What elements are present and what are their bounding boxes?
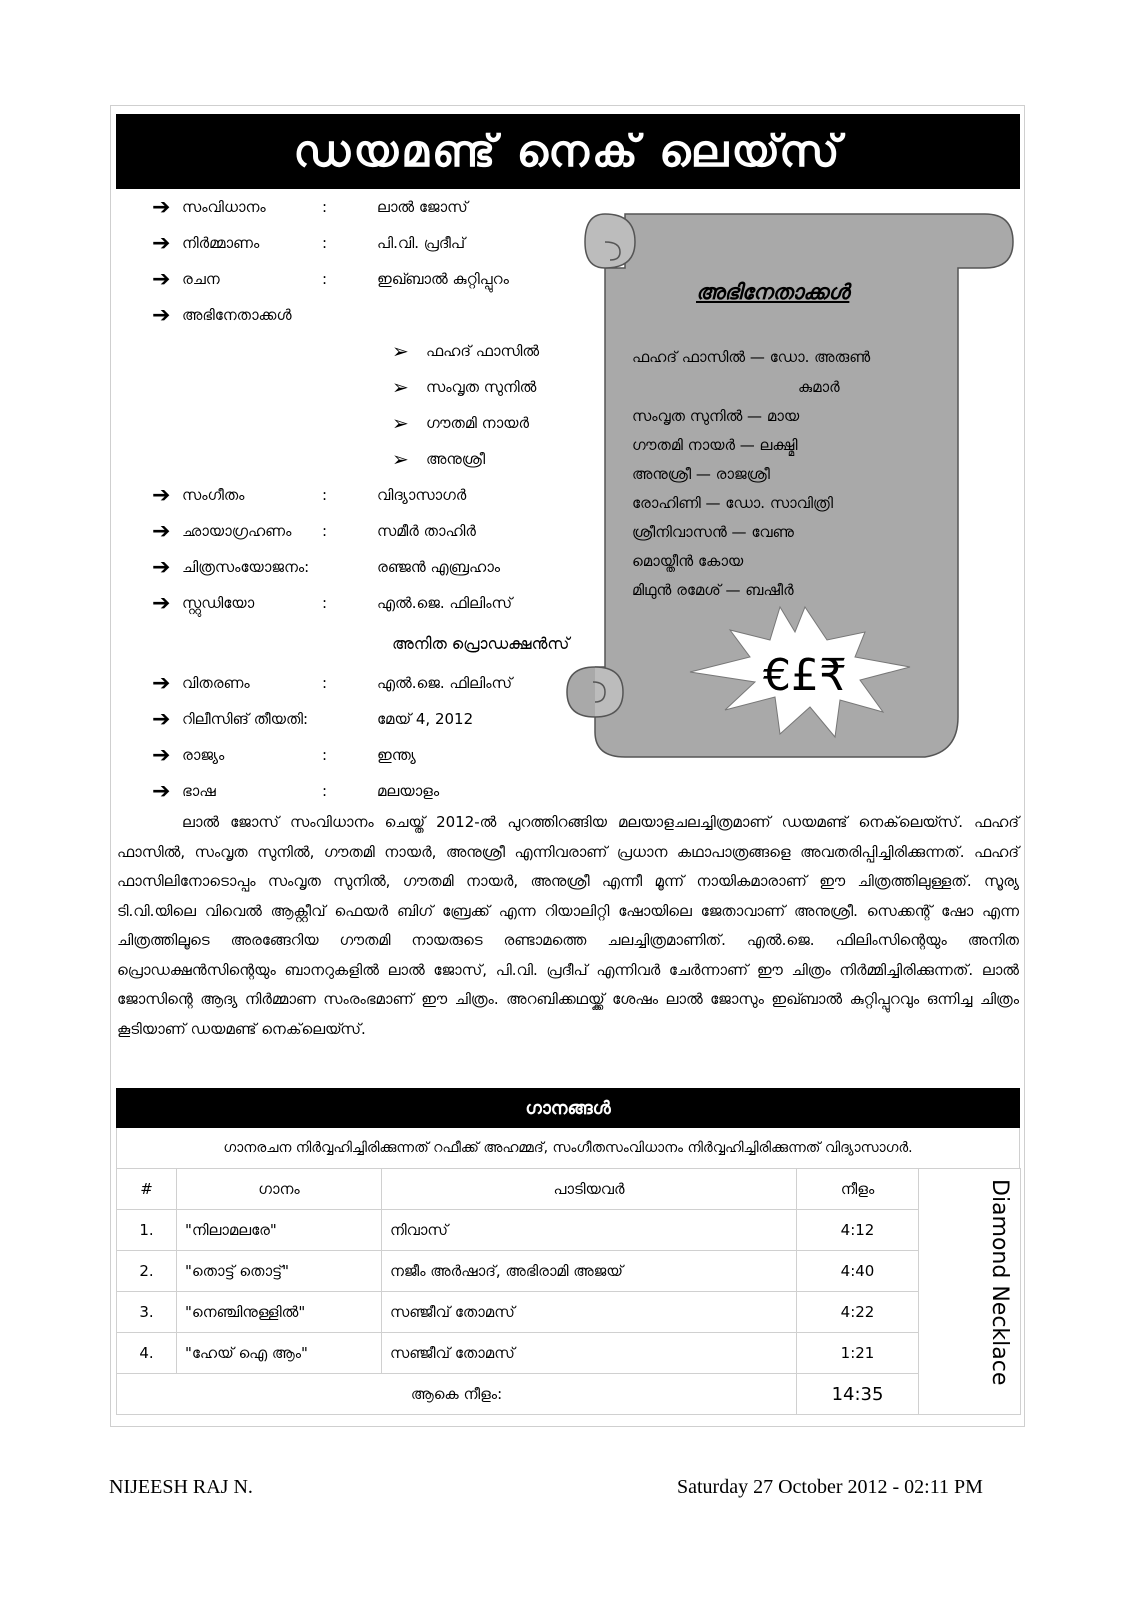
total-label: ആകെ നീളം:: [117, 1374, 797, 1415]
description-paragraph: ലാൽ ജോസ് സംവിധാനം ചെയ്ത് 2012-ൽ പുറത്തിറങ്ങിയ മലയാളചലച്ചിത്രമാണ് ഡയമണ്ട് നെക്‌ലെയ്സ്. ഫഹദ് ഫാസിൽ, സംവൃത സുനിൽ, ഗൗതമി നായർ, അനുശ്രീ എന്നിവരാണ് പ്രധാന കഥാപാത്രങ്ങളെ അവതരിപ്പിച്ചിരിക്കുന്നത്. ഫഹദ് ഫാസിലിനോടൊപ്പം സംവൃത സുനിൽ, ഗൗതമി നായർ, അനുശ്രീ എന്നീ മൂന്ന് നായികമാരാണ് ഈ ചിത്രത്തിലുള്ളത്. സൂര്യ ടി.വി.യിലെ വിവെൽ ആക്റ്റീവ് ഫെയർ ബിഗ് ബ്രേക്ക് എന്ന റിയാലിറ്റി ഷോയിലെ ജേതാവാണ് അനുശ്രീ. സെക്കന്റ് ഷോ എന്ന ചിത്രത്തിലൂടെ അരങ്ങേറിയ ഗൗതമി നായരുടെ രണ്ടാമത്തെ ചലച്ചിത്രമാണിത്. എൽ.ജെ. ഫിലിംസിന്റെയും അനിത പ്രൊഡക്ഷൻസിന്റെയും ബാനറുകളിൽ ലാൽ ജോസ്, പി.വി. പ്രദീപ് എന്നിവർ ചേർന്നാണ് ഈ ചിത്രം നിർമ്മിച്ചിരിക്കുന്നത്. ലാൽ ജോസിന്റെ ആദ്യ നിർമ്മാണ സംരംഭമാണ് ഈ ചിത്രം. അറബിക്കഥയ്ക്ക് ശേഷം ലാൽ ജോസും ഇഖ്ബാൽ കുറ്റിപ്പുറവും ഒന്നിച്ച ചിത്രം കൂടിയാണ് ഡയമണ്ട് നെക്‌ലെയ്സ്.: [117, 813, 1019, 1038]
currency-symbols: €£₹: [763, 650, 847, 701]
cast-line: മൊയ്തീൻ കോയ: [632, 552, 744, 570]
song-title: "നിലാമലരേ": [177, 1210, 382, 1251]
song-length: 4:40: [797, 1251, 919, 1292]
song-number: 4.: [117, 1333, 177, 1374]
detail-colon: :: [322, 674, 328, 692]
cast-line: സംവൃത സുനിൽ — മായ: [632, 407, 800, 425]
column-header: പാടിയവർ: [382, 1169, 797, 1210]
detail-row-director: [152, 192, 468, 222]
arrow-icon: ➔: [152, 778, 171, 804]
detail-label: രാജ്യം: [182, 746, 225, 764]
arrow-icon: ➔: [152, 742, 171, 768]
side-label: Diamond Necklace: [919, 1169, 1021, 1415]
actor-name: സംവൃത സുനിൽ: [426, 378, 537, 396]
arrow-icon: ➔: [152, 554, 171, 580]
table-row: [117, 1292, 1021, 1333]
detail-label: സ്റ്റുഡിയോ: [182, 594, 255, 612]
detail-colon: :: [322, 782, 328, 800]
column-header: നീളം: [797, 1169, 919, 1210]
songs-table: [116, 1168, 1021, 1415]
detail-row-language: [152, 776, 439, 806]
song-number: 3.: [117, 1292, 177, 1333]
detail-value: എൽ.ജെ. ഫിലിംസ്: [377, 594, 513, 612]
arrow-icon: ➔: [152, 706, 171, 732]
detail-colon: :: [322, 594, 328, 612]
detail-value: രഞ്ജൻ എബ്രഹാം: [377, 558, 501, 576]
detail-label: ഛായാഗ്രഹണം: [182, 522, 292, 540]
page-title: ഡയമണ്ട് നെക് ലെയ്സ്: [116, 114, 1020, 189]
detail-colon: :: [322, 270, 328, 288]
table-row: [117, 1333, 1021, 1374]
songs-header: ഗാനങ്ങൾ: [116, 1088, 1020, 1128]
column-header: #: [117, 1169, 177, 1210]
studio-extra: അനിത പ്രൊഡക്ഷൻസ്: [392, 634, 570, 653]
song-title: "ഹേയ് ഐ ആം": [177, 1333, 382, 1374]
cast-line: മിഥുൻ രമേശ് — ബഷീർ: [632, 581, 794, 599]
detail-label: സംഗീതം: [182, 486, 245, 504]
detail-row-music: [152, 480, 466, 510]
detail-value: വിദ്യാസാഗർ: [377, 486, 467, 504]
detail-row-release-date: [152, 704, 473, 734]
pointer-icon: ➢: [392, 447, 409, 471]
detail-label: നിർമ്മാണം: [182, 234, 260, 252]
detail-label: സംവിധാനം: [182, 198, 266, 216]
detail-value: ലാൽ ജോസ്: [377, 198, 468, 216]
actor-name: അനുശ്രീ: [426, 450, 486, 468]
actor-list-item: [392, 372, 536, 402]
actor-list-item: [392, 408, 529, 438]
detail-label: വിതരണം: [182, 674, 250, 692]
song-length: 1:21: [797, 1333, 919, 1374]
detail-row-editing: [152, 552, 500, 582]
pointer-icon: ➢: [392, 411, 409, 435]
detail-row-distribution: [152, 668, 512, 698]
actor-list-item: [392, 444, 485, 474]
table-header-row: [117, 1169, 1021, 1210]
pointer-icon: ➢: [392, 375, 409, 399]
detail-value: മേയ് 4, 2012: [377, 710, 474, 728]
footer-author: NIJEESH RAJ N.: [109, 1476, 253, 1498]
actor-list-item: [392, 336, 539, 366]
detail-value: ഇഖ്ബാൽ കുറ്റിപ്പുറം: [377, 270, 509, 288]
detail-row-country: [152, 740, 416, 770]
songs-note: ഗാനരചന നിർവ്വഹിച്ചിരിക്കുന്നത് റഫീക്ക് അഹമ്മദ്, സംഗീതസംവിധാനം നിർവ്വഹിച്ചിരിക്കുന്നത് വിദ്യാസാഗർ.: [116, 1128, 1020, 1168]
song-number: 2.: [117, 1251, 177, 1292]
song-singers: നിവാസ്: [382, 1210, 797, 1251]
table-row: [117, 1251, 1021, 1292]
detail-row-actors: [152, 300, 377, 330]
arrow-icon: ➔: [152, 266, 171, 292]
pointer-icon: ➢: [392, 339, 409, 363]
total-row: [117, 1374, 1021, 1415]
detail-colon: :: [322, 522, 328, 540]
song-length: 4:12: [797, 1210, 919, 1251]
arrow-icon: ➔: [152, 590, 171, 616]
table-row: [117, 1210, 1021, 1251]
detail-label: ഭാഷ: [182, 782, 216, 800]
detail-value: സമീർ താഹിർ: [377, 522, 476, 540]
arrow-icon: ➔: [152, 482, 171, 508]
detail-label: ചിത്രസംയോജനം:: [182, 558, 310, 576]
total-value: 14:35: [797, 1374, 919, 1415]
arrow-icon: ➔: [152, 518, 171, 544]
song-singers: സഞ്ജീവ് തോമസ്: [382, 1333, 797, 1374]
detail-label: അഭിനേതാക്കൾ: [182, 306, 292, 324]
detail-value: എൽ.ജെ. ഫിലിംസ്: [377, 674, 513, 692]
detail-colon: :: [322, 198, 328, 216]
cast-line: ശ്രീനിവാസൻ — വേണു: [632, 523, 794, 541]
detail-colon: :: [322, 234, 328, 252]
detail-colon: :: [322, 486, 328, 504]
footer-datetime: Saturday 27 October 2012 - 02:11 PM: [677, 1476, 983, 1498]
detail-row-producer: [152, 228, 465, 258]
song-title: "തൊട്ട് തൊട്ട്": [177, 1251, 382, 1292]
detail-value: മലയാളം: [377, 782, 440, 800]
cast-panel-title: അഭിനേതാക്കൾ: [696, 280, 850, 304]
arrow-icon: ➔: [152, 302, 171, 328]
cast-line: അനുശ്രീ — രാജശ്രീ: [632, 465, 770, 483]
cast-line: രോഹിണി — ഡോ. സാവിത്രി: [632, 494, 833, 512]
song-title: "നെഞ്ചിനുള്ളിൽ": [177, 1292, 382, 1333]
detail-label: രചന: [182, 270, 220, 288]
arrow-icon: ➔: [152, 230, 171, 256]
column-header: ഗാനം: [177, 1169, 382, 1210]
arrow-icon: ➔: [152, 194, 171, 220]
detail-colon: :: [322, 746, 328, 764]
arrow-icon: ➔: [152, 670, 171, 696]
cast-line: ഗൗതമി നായർ — ലക്ഷ്മി: [632, 436, 798, 454]
detail-row-cinematography: [152, 516, 476, 546]
song-length: 4:22: [797, 1292, 919, 1333]
song-singers: സഞ്ജീവ് തോമസ്: [382, 1292, 797, 1333]
detail-row-studio: [152, 588, 512, 618]
detail-value: ഇന്ത്യ: [377, 746, 416, 764]
detail-row-writer: [152, 264, 509, 294]
detail-value: പി.വി. പ്രദീപ്: [377, 234, 466, 252]
actor-name: ഫഹദ് ഫാസിൽ: [426, 342, 540, 360]
cast-line: ഫഹദ് ഫാസിൽ — ഡോ. അരുൺ: [632, 348, 871, 366]
song-singers: നജീം അർഷാദ്, അഭിരാമി അജയ്: [382, 1251, 797, 1292]
song-number: 1.: [117, 1210, 177, 1251]
actor-name: ഗൗതമി നായർ: [426, 414, 530, 432]
detail-label: റിലീസിങ് തീയതി:: [182, 710, 309, 728]
cast-line: കുമാർ: [798, 378, 840, 396]
